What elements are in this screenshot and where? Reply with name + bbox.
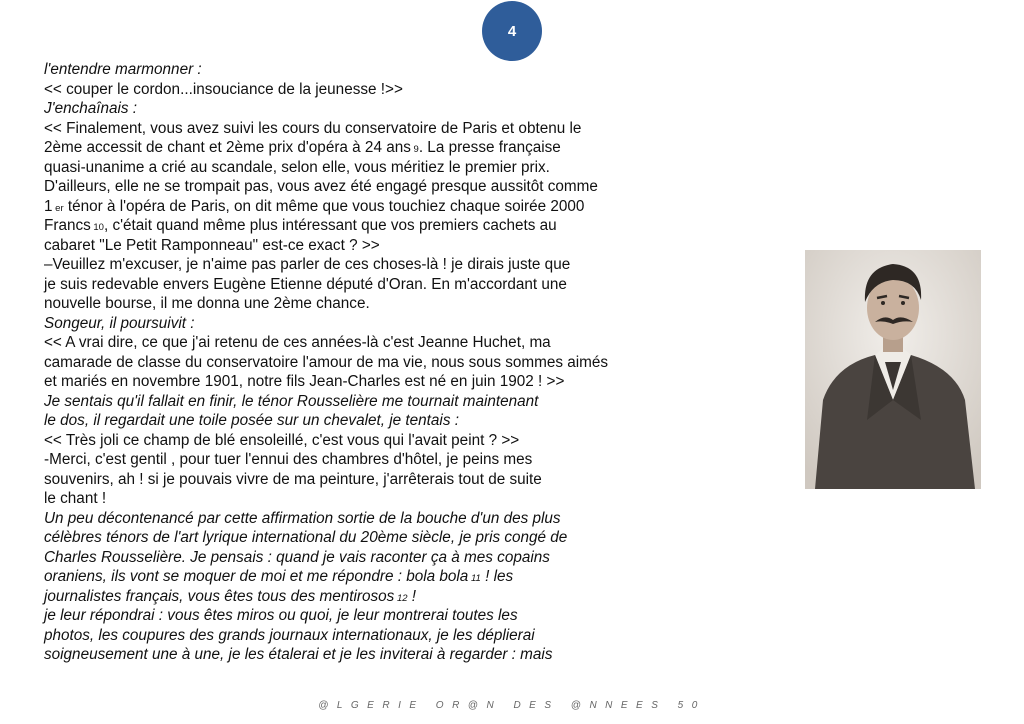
text-line [44, 470, 684, 490]
text-line [44, 431, 684, 451]
line-text: je leur répondrai : vous êtes miros ou quoi, je leur montrerai toutes les [44, 607, 518, 624]
footnote-marker: 12 [394, 592, 408, 604]
line-text: et mariés en novembre 1901, notre fils Jean-Charles est né en juin 1902 ! >> [44, 373, 565, 390]
line-text: Un peu décontenancé par cette affirmation sortie de la bouche d'un des plus [44, 509, 561, 527]
footnote-marker: 11 [468, 573, 481, 584]
line-text: 1 [44, 197, 53, 215]
text-line [44, 567, 684, 587]
line-text: 2ème accessit de chant et 2ème prix d'opéra à 24 ans [44, 139, 411, 156]
text-line [44, 450, 684, 470]
text-line [44, 158, 684, 178]
line-text: Charles Rousselière. Je pensais : quand je vais raconter ça à mes copains [44, 548, 550, 566]
text-line [44, 392, 684, 412]
line-text: l'entendre marmonner : [44, 61, 202, 78]
text-line [44, 587, 684, 607]
text-line [44, 255, 684, 275]
text-line [44, 489, 684, 509]
line-text: le dos, il regardait une toile posée sur un chevalet, je tentais : [44, 412, 459, 429]
line-text: soigneusement une à une, je les étalerai et je les inviterai à regarder : mais [44, 646, 553, 663]
line-text: << couper le cordon...insouciance de la jeunesse !>> [44, 80, 403, 98]
line-text: -Merci, c'est gentil , pour tuer l'ennui des chambres d'hôtel, je peins mes [44, 451, 533, 468]
text-line [44, 275, 684, 295]
text-line [44, 60, 684, 80]
page-number: 4 [507, 22, 517, 40]
line-text: Francs [44, 217, 91, 234]
footer-signature: @LGERIE OR@N DES @NNEES 50 [318, 700, 706, 711]
text-line [44, 411, 684, 431]
line-text: D'ailleurs, elle ne se trompait pas, vous avez été engagé presque aussitôt comme [44, 178, 598, 195]
text-line [44, 99, 684, 119]
text-line [44, 138, 684, 158]
line-text: journalistes français, vous êtes tous des mentirosos [44, 587, 395, 605]
text-line [44, 509, 684, 529]
line-text: je suis redevable envers Eugène Etienne député d'Oran. En m'accordant une [44, 275, 567, 293]
line-text: souvenirs, ah ! si je pouvais vivre de ma peinture, j'arrêterais tout de suite [44, 470, 542, 488]
text-line [44, 177, 684, 197]
line-text: photos, les coupures des grands journaux internationaux, je les déplierai [44, 626, 535, 644]
line-text-continued: . La presse française [418, 139, 561, 156]
line-text: camarade de classe du conservatoire l'amour de ma vie, nous sous sommes aimés [44, 353, 609, 371]
line-text: oraniens, ils vont se moquer de moi et me répondre : bola bola [44, 568, 469, 585]
line-text: Je sentais qu'il fallait en finir, le ténor Rousselière me tournait maintenant [44, 392, 539, 410]
text-line [44, 528, 684, 548]
text-line [44, 606, 684, 626]
text-line [44, 353, 684, 373]
line-text-continued: ténor à l'opéra de Paris, on dit même que vous touchiez chaque soirée 2000 [63, 197, 585, 215]
line-text: –Veuillez m'excuser, je n'aime pas parler de ces choses-là ! je dirais juste que [44, 256, 571, 273]
line-text-continued: ! [407, 587, 417, 605]
line-text: << Finalement, vous avez suivi les cours du conservatoire de Paris et obtenu le [44, 119, 582, 137]
tenor-portrait-illustration [805, 250, 981, 489]
text-line [44, 216, 684, 236]
text-line [44, 548, 684, 568]
text-line [44, 314, 684, 334]
text-line [44, 372, 684, 392]
text-line [44, 236, 684, 256]
text-line [44, 626, 684, 646]
text-line [44, 294, 684, 314]
line-text: << A vrai dire, ce que j'ai retenu de ces années-là c'est Jeanne Huchet, ma [44, 334, 551, 351]
line-text: nouvelle bourse, il me donna une 2ème chance. [44, 295, 370, 312]
footnote-marker: 10 [90, 222, 104, 233]
text-line [44, 333, 684, 353]
page-number-badge [482, 1, 542, 61]
line-text: célèbres ténors de l'art lyrique international du 20ème siècle, je pris congé de [44, 529, 568, 546]
line-text: le chant ! [44, 490, 107, 507]
line-text-continued: , c'était quand même plus intéressant que vos premiers cachets au [103, 217, 557, 234]
line-text: J'enchaînais : [44, 100, 138, 117]
text-line [44, 645, 684, 665]
text-line [44, 197, 684, 217]
line-text: << Très joli ce champ de blé ensoleillé, c'est vous qui l'avait peint ? >> [44, 431, 520, 449]
line-text: Songeur, il poursuivit : [44, 314, 195, 332]
footnote-marker: 9 [410, 144, 419, 155]
text-line [44, 119, 684, 139]
line-text-continued: ! les [480, 568, 514, 585]
text-line [44, 80, 684, 100]
footnote-marker: er [52, 202, 64, 214]
line-text: cabaret "Le Petit Ramponneau" est-ce exact ? >> [44, 236, 380, 254]
article-body [44, 60, 684, 665]
line-text: quasi-unanime a crié au scandale, selon elle, vous méritiez le premier prix. [44, 158, 550, 176]
portrait-photo [805, 250, 981, 489]
